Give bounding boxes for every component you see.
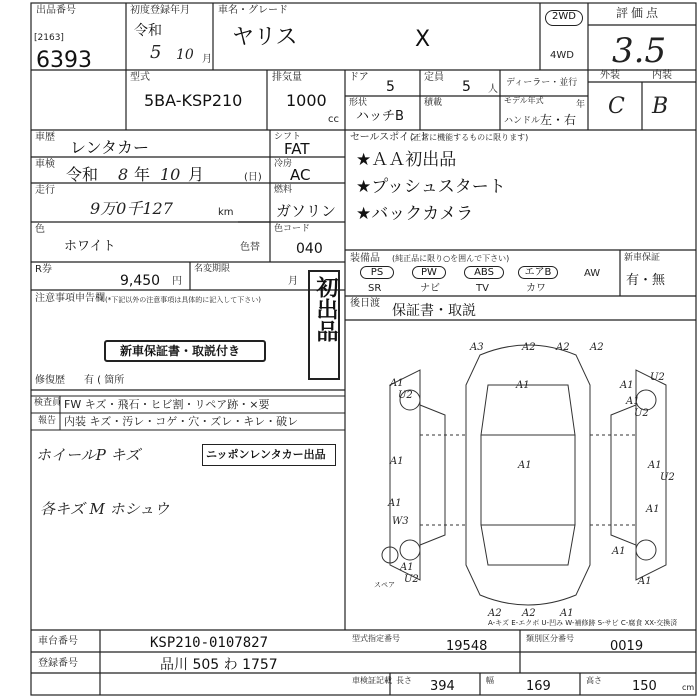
- width-value: 169: [526, 679, 551, 694]
- lot-number-label: 出品番号: [36, 5, 76, 16]
- damage-mark-21: A1: [560, 608, 574, 619]
- mileage-label: 走行: [35, 185, 55, 196]
- capacity-value: 5: [462, 79, 471, 95]
- equip-aw: AW: [584, 268, 601, 279]
- load-label: 積載: [424, 98, 443, 108]
- sales-points-sub: (正常に機能するものに限ります): [410, 133, 529, 142]
- damage-mark-25: U2: [634, 408, 649, 419]
- first-listing-stamp: 初出品: [308, 270, 340, 380]
- fuel-label: 燃料: [274, 185, 293, 195]
- handle-value: 左・右: [540, 113, 577, 127]
- exterior-grade: C: [608, 94, 625, 119]
- damage-mark-20: A2: [522, 608, 536, 619]
- damage-mark-10: A1: [518, 460, 532, 471]
- model-year-label: モデル年式: [504, 96, 544, 105]
- inspection-label: 車検: [35, 159, 55, 170]
- warranty-stamp: 新車保証書・取説付き: [104, 340, 266, 362]
- check-row-1: FW キズ・飛石・ヒビ割・リペア跡・×要: [64, 398, 270, 411]
- damage-mark-6: U2: [398, 390, 413, 401]
- damage-legend: A-キズ E-エクボ U-凹み W-補修跡 S-サビ C-腐食 XX-交換済: [488, 619, 678, 627]
- registration-month: 10: [176, 47, 194, 63]
- capacity-label: 定員: [424, 72, 444, 83]
- color-code-value: 040: [296, 241, 323, 257]
- height-value: 150: [632, 679, 657, 694]
- displacement-label: 排気量: [272, 72, 302, 83]
- damage-mark-2: A2: [522, 342, 536, 353]
- length-value: 394: [430, 679, 455, 694]
- class-value: 0019: [610, 639, 644, 654]
- equipment-label: 装備品: [350, 253, 380, 264]
- damage-mark-4: A2: [590, 342, 604, 353]
- tax-label: 名変期限: [194, 264, 231, 274]
- drive-2wd: 2WD: [545, 10, 583, 26]
- lot-number: 6393: [36, 48, 92, 73]
- shift-label: シフト: [274, 132, 302, 142]
- equip-ps: PS: [360, 266, 394, 279]
- damage-mark-19: A2: [488, 608, 502, 619]
- registration-era: 令和: [134, 23, 162, 39]
- equip-navi: ナビ: [420, 283, 440, 294]
- capacity-unit: 人: [488, 84, 498, 95]
- plate-label: 登録番号: [38, 658, 78, 669]
- handle-label: ハンドル: [504, 116, 541, 126]
- history-label: 車歴: [35, 132, 55, 143]
- registration-year: 5: [150, 42, 162, 63]
- length-label: 長さ: [396, 676, 412, 685]
- damage-mark-15: W3: [392, 516, 409, 527]
- damage-mark-16: A1: [400, 562, 414, 573]
- model-year-unit: 年: [576, 100, 586, 110]
- color-label: 色: [35, 224, 45, 235]
- body-value: ハッチB: [356, 109, 404, 124]
- exterior-label: 外装: [600, 70, 620, 81]
- handwritten-note-1: ホイールP キズ: [36, 446, 141, 464]
- fuel-value: ガソリン: [276, 202, 337, 220]
- recycle-unit: 円: [172, 276, 182, 287]
- inspection-day-unit: (日): [244, 172, 262, 183]
- displacement-unit: cc: [328, 114, 339, 125]
- damage-mark-14: A1: [646, 504, 660, 515]
- interior-grade: B: [652, 94, 669, 119]
- inspector-label: 検査員: [34, 398, 62, 408]
- damage-mark-22: A1: [612, 546, 626, 557]
- history-value: レンタカー: [70, 138, 149, 157]
- color-change-label: 色替: [240, 242, 260, 253]
- first-registration-label: 初度登録年月: [130, 5, 190, 16]
- type-label: 型式: [130, 72, 150, 83]
- damage-mark-8: A1: [620, 380, 634, 391]
- class-label: 類別区分番号: [526, 634, 574, 643]
- model-grade-label: 車名・グレード: [218, 5, 288, 16]
- score-value: 3.5: [612, 31, 667, 71]
- damage-mark-9: A1: [390, 456, 404, 467]
- spare-label: スペア: [374, 581, 395, 589]
- inspection-month-unit: 月: [188, 165, 205, 184]
- recycle-value: 9,450: [120, 273, 161, 289]
- color-value: ホワイト: [64, 239, 116, 254]
- width-label: 幅: [486, 676, 494, 685]
- type-value: 5BA-KSP210: [144, 91, 243, 110]
- sales-point-3: ★バックカメラ: [356, 204, 474, 224]
- type-cert-label: 型式指定番号: [352, 634, 400, 643]
- plate-value: 品川 505 わ 1757: [160, 657, 278, 673]
- sales-point-2: ★プッシュスタート: [356, 177, 506, 197]
- inspection-era: 令和: [66, 165, 99, 184]
- damage-mark-13: A1: [388, 498, 402, 509]
- height-label: 高さ: [586, 676, 602, 685]
- tax-month-unit: 月: [288, 276, 298, 287]
- damage-mark-11: A1: [648, 460, 662, 471]
- model-name: ヤリス: [232, 25, 298, 50]
- ac-value: AC: [290, 166, 311, 184]
- dims-label: 車検証記載: [352, 676, 392, 685]
- interior-label: 内装: [652, 70, 672, 81]
- equipment-sub: (純正品に限り○を囲んで下さい): [392, 254, 510, 263]
- post-sale-label: 後日渡: [350, 298, 380, 309]
- equip-sr: SR: [368, 283, 382, 294]
- doors-label: ドア: [349, 72, 369, 83]
- ac-label: 冷房: [274, 159, 293, 169]
- check-row-2: 内装 キズ・汚レ・コゲ・穴・ズレ・キレ・破レ: [64, 415, 299, 428]
- report-label: 報告: [38, 416, 57, 426]
- damage-mark-24: A1: [626, 396, 640, 407]
- caution-sub: (*下記以外の注意事項は具体的に記入して下さい): [105, 296, 261, 304]
- damage-mark-5: A1: [390, 378, 404, 389]
- lot-sub-code: [2163]: [34, 33, 64, 43]
- repair-value: 有 ( 箇所: [84, 375, 125, 386]
- color-code-label: 色コード: [274, 224, 311, 234]
- dim-unit: cm: [682, 683, 695, 692]
- inspection-year-unit: 年: [134, 165, 151, 184]
- equip-airbag: エアB: [518, 266, 558, 279]
- damage-mark-7: A1: [516, 380, 530, 391]
- damage-mark-23: U2: [650, 372, 665, 383]
- mileage-value: 9万0千127: [90, 199, 173, 218]
- displacement-value: 1000: [286, 91, 327, 110]
- damage-mark-17: U2: [404, 574, 419, 585]
- repair-label: 修復歴: [35, 375, 65, 386]
- chassis-label: 車台番号: [38, 636, 78, 647]
- damage-mark-12: U2: [660, 472, 675, 483]
- chassis-value: KSP210-0107827: [150, 635, 269, 651]
- dealer-label: ディーラー・並行: [506, 78, 578, 88]
- type-cert-value: 19548: [446, 639, 488, 654]
- damage-mark-18: A1: [638, 576, 652, 587]
- post-sale-value: 保証書・取説: [392, 303, 476, 319]
- inspection-month: 10: [160, 165, 181, 184]
- grade-name: X: [415, 27, 431, 52]
- inspection-year: 8: [118, 165, 129, 184]
- equip-leather: カワ: [526, 283, 546, 294]
- score-label: 評価点: [616, 6, 662, 20]
- damage-mark-3: A2: [556, 342, 570, 353]
- month-unit: 月: [202, 54, 212, 65]
- warranty-label: 新車保証: [624, 253, 661, 263]
- caution-label: 注意事項申告欄: [35, 293, 105, 304]
- handwritten-note-2: 各キズ M ホシュウ: [40, 500, 170, 518]
- rental-stamp: ニッポンレンタカー出品: [202, 444, 336, 466]
- equip-tv: TV: [476, 283, 489, 294]
- warranty-value: 有・無: [626, 273, 666, 288]
- drive-4wd: 4WD: [550, 50, 574, 61]
- equip-abs: ABS: [464, 266, 504, 279]
- body-label: 形状: [349, 98, 368, 108]
- recycle-label: R券: [35, 264, 52, 275]
- shift-value: FAT: [284, 140, 310, 158]
- sales-points-label: セールスポイント: [350, 132, 430, 143]
- sales-point-1: ★ＡＡ初出品: [356, 150, 457, 170]
- mileage-unit: km: [218, 207, 234, 218]
- damage-mark-1: A3: [470, 342, 484, 353]
- doors-value: 5: [386, 79, 395, 95]
- equip-pw: PW: [412, 266, 446, 279]
